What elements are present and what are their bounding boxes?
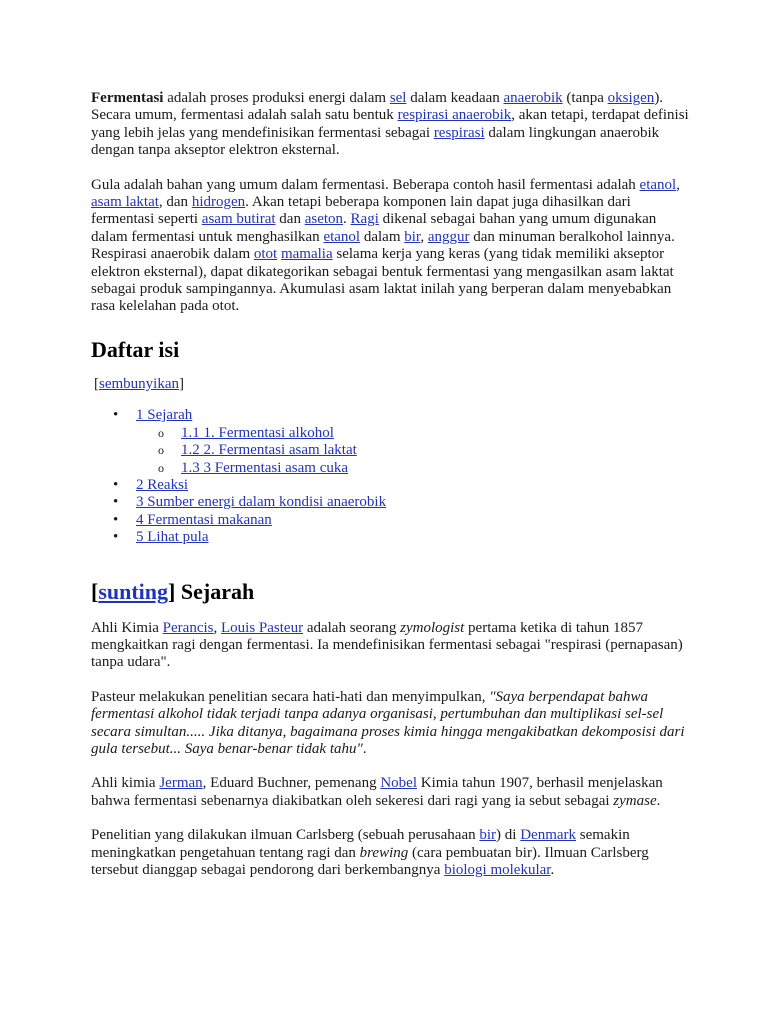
link-louis-pasteur[interactable]: Louis Pasteur: [221, 619, 304, 636]
link-denmark[interactable]: Denmark: [520, 827, 577, 844]
term-zymologist: zymologist: [400, 619, 465, 636]
toc-subitem: [136, 425, 691, 442]
link-anaerobik[interactable]: anaerobik: [503, 90, 563, 106]
link-etanol[interactable]: etanol: [639, 176, 677, 193]
toc-item: [91, 512, 691, 529]
toc-subitem: [136, 442, 691, 459]
term-zymase: zymase: [613, 792, 657, 809]
toc-link-lihat-pula[interactable]: 5 Lihat pula: [136, 529, 209, 546]
term-brewing: brewing: [359, 844, 409, 861]
link-ragi[interactable]: Ragi: [350, 211, 379, 228]
link-bir[interactable]: bir: [404, 228, 421, 245]
intro-paragraph: Fermentasi adalah proses produksi energi dalam sel dalam keadaan anaerobik (tanpa oksigen). Secara umum, fermentasi adalah salah satu bentuk respirasi anaerobik, akan tetapi, terdapat definisi yang lebih jelas yang mendefinisikan fermentasi sebagai respirasi dalam lingkungan anaerobik dengan tanpa akseptor elektron eksternal.: [91, 90, 689, 159]
toc-link-fermentasi-asam-laktat[interactable]: 1.2 2. Fermentasi asam laktat: [181, 442, 357, 459]
toc-sublist: [136, 425, 691, 477]
term-fermentasi: Fermentasi: [91, 90, 164, 106]
section-heading-sejarah: [sunting] Sejarah: [91, 578, 255, 604]
toc-link-reaksi[interactable]: 2 Reaksi: [136, 476, 189, 493]
gula-paragraph: Gula adalah bahan yang umum dalam fermentasi. Beberapa contoh hasil fermentasi adalah etanol, asam laktat, dan hidrogen. Akan tetapi beberapa komponen lain dapat juga dihasilkan dari fermentasi seperti asam butirat dan aseton. Ragi dikenal sebagai bahan yang umum digunakan dalam fermentasi untuk menghasilkan etanol dalam bir, anggur dan minuman beralkohol lainnya. Respirasi anaerobik dalam otot mamalia selama kerja yang keras (yang tidak memiliki akseptor elektron eksternal), dapat dikategorikan sebagai bentuk fermentasi yang mengasilkan asam laktat sebagai produk sampingannya. Akumulasi asam laktat inilah yang berperan dalam menyebabkan rasa kelelahan pada otot.: [91, 176, 680, 315]
link-oksigen[interactable]: oksigen: [607, 90, 655, 106]
sejarah-paragraph-1: Ahli Kimia Perancis, Louis Pasteur adalah seorang zymologist pertama ketika di tahun 1857 mengkaitkan ragi dengan fermentasi. Ia mendefinisikan fermentasi sebagai "respirasi (pernapasan) tanpa udara".: [91, 619, 683, 671]
toc-item: [91, 494, 691, 511]
toc-item: [91, 407, 691, 477]
toc-heading: Daftar isi: [91, 336, 180, 362]
link-biologi-molekular[interactable]: biologi molekular: [444, 862, 551, 878]
toc-subitem: [136, 460, 691, 477]
toc-list: [91, 407, 691, 546]
link-otot[interactable]: otot: [253, 246, 278, 263]
link-hidrogen[interactable]: hidrogen: [191, 194, 246, 211]
link-aseton[interactable]: aseton: [304, 211, 344, 228]
link-sel[interactable]: sel: [389, 90, 407, 106]
toc-item: [91, 529, 691, 546]
link-mamalia[interactable]: mamalia: [280, 246, 333, 263]
link-etanol-2[interactable]: etanol: [323, 228, 361, 245]
link-jerman[interactable]: Jerman: [159, 775, 203, 792]
article-body: [91, 90, 691, 879]
link-respirasi[interactable]: respirasi: [433, 124, 485, 141]
link-respirasi-anaerobik[interactable]: respirasi anaerobik: [397, 107, 512, 124]
edit-section-link[interactable]: sunting: [98, 578, 169, 604]
toc-link-sejarah[interactable]: 1 Sejarah: [136, 407, 193, 424]
sejarah-paragraph-3: Ahli kimia Jerman, Eduard Buchner, pemenang Nobel Kimia tahun 1907, berhasil menjelaskan bahwa fermentasi sebenarnya diakibatkan oleh sekeresi dari ragi yang ia sebut sebagai zymase.: [91, 775, 663, 809]
link-anggur[interactable]: anggur: [427, 228, 470, 245]
toc-hide-link[interactable]: sembunyikan: [99, 375, 179, 392]
sejarah-paragraph-2: Pasteur melakukan penelitian secara hati-hati dan menyimpulkan, "Saya berpendapat bahwa fermentasi alkohol tidak terjadi tanpa adanya organisasi, pertumbuhan dan multiplikasi sel-sel secara simultan..... Jika ditanya, bagaimana proses kimia hingga mengakibatkan dekomposisi dari gula tersebut... Saya benar-benar tidak tahu".: [91, 688, 685, 757]
toc-link-sumber-energi[interactable]: 3 Sumber energi dalam kondisi anaerobik: [136, 494, 387, 511]
toc-link-fermentasi-alkohol[interactable]: 1.1 1. Fermentasi alkohol: [181, 424, 334, 441]
toc-toggle: [sembunyikan]: [94, 375, 184, 392]
link-nobel[interactable]: Nobel: [380, 775, 417, 792]
link-asam-butirat[interactable]: asam butirat: [201, 211, 276, 228]
toc-item: [91, 477, 691, 494]
sejarah-paragraph-4: Penelitian yang dilakukan ilmuan Carlsberg (sebuah perusahaan bir) di Denmark semakin meningkatkan pengetahuan tentang ragi dan brewing (cara pembuatan bir). Ilmuan Carlsberg tersebut dianggap sebagai pendorong dari berkembangnya biologi molekular.: [91, 827, 649, 878]
toc-link-fermentasi-asam-cuka[interactable]: 1.3 3 Fermentasi asam cuka: [181, 459, 349, 476]
pasteur-quote: "Saya berpendapat bahwa fermentasi alkohol tidak terjadi tanpa adanya organisasi, pertumbuhan dan multiplikasi sel-sel secara simultan..... Jika ditanya, bagaimana proses kimia hingga mengakibatkan dekomposisi dari gula tersebut... Saya benar-benar tidak tahu": [91, 688, 685, 757]
link-perancis[interactable]: Perancis: [162, 619, 214, 636]
link-asam-laktat[interactable]: asam laktat: [91, 194, 159, 211]
toc-link-fermentasi-makanan[interactable]: 4 Fermentasi makanan: [136, 511, 272, 528]
link-bir-2[interactable]: bir: [479, 827, 497, 844]
